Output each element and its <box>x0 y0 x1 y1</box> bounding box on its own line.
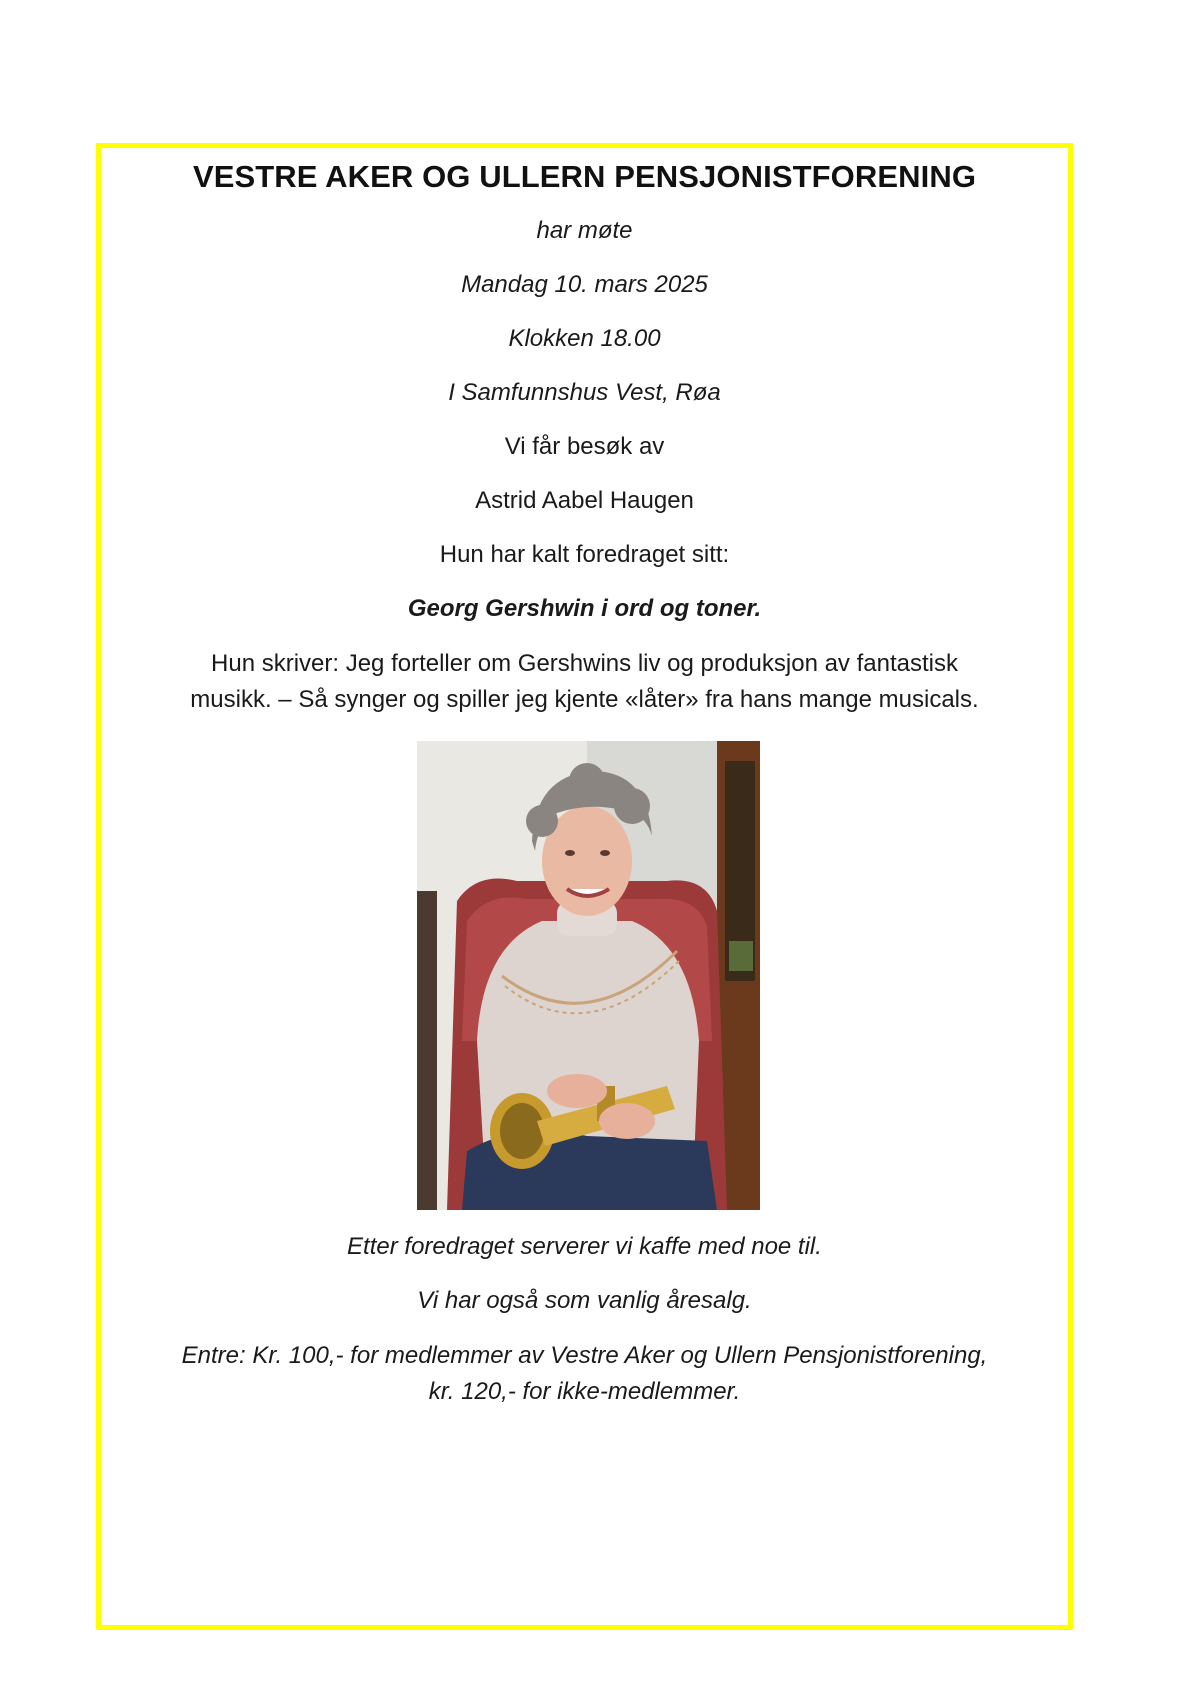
visit-line: Vi får besøk av <box>504 433 665 460</box>
place-line: I Samfunnshus Vest, Røa <box>448 379 721 406</box>
coffee-line: Etter foredraget serverer vi kaffe med noe til. <box>347 1233 822 1260</box>
speaker-name: Astrid Aabel Haugen <box>475 487 694 514</box>
talk-description <box>101 646 1068 718</box>
date-line: Mandag 10. mars 2025 <box>461 271 708 298</box>
flyer-footer <box>101 1230 1068 1410</box>
association-heading: VESTRE AKER OG ULLERN PENSJONISTFORENING <box>192 159 977 194</box>
time-line: Klokken 18.00 <box>508 325 661 352</box>
description-line-1: Hun skriver: Jeg forteller om Gershwins liv og produksjon av fantastisk <box>211 650 958 677</box>
entry-line-1: Entre: Kr. 100,- for medlemmer av Vestre Aker og Ullern Pensjonistforening, <box>181 1342 988 1369</box>
talk-title: Georg Gershwin i ord og toner. <box>407 595 762 622</box>
description-line-2: musikk. – Så synger og spiller jeg kjente «låter» fra hans mange musicals. <box>190 686 979 713</box>
entry-line-2: kr. 120,- for ikke-medlemmer. <box>428 1378 741 1405</box>
entry-info <box>101 1338 1068 1410</box>
flyer-content <box>101 148 1068 718</box>
speaker-photo <box>417 741 760 1210</box>
sale-line: Vi har også som vanlig åresalg. <box>417 1287 752 1314</box>
talk-intro: Hun har kalt foredraget sitt: <box>439 541 730 568</box>
meeting-line: har møte <box>536 217 633 244</box>
